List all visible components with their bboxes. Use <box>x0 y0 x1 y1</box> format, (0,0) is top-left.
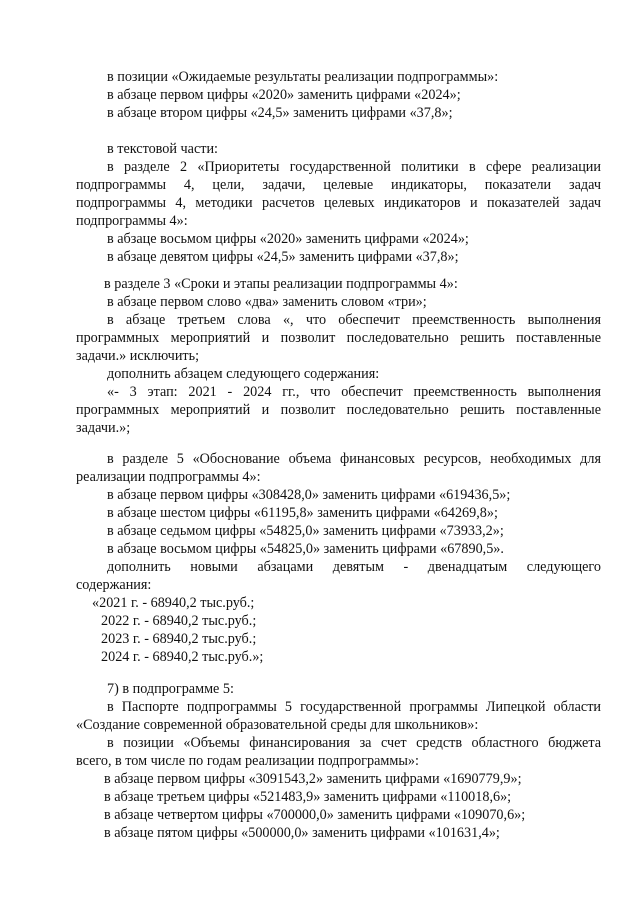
text-line: 7) в подпрограмме 5: <box>107 681 234 697</box>
text-line: подпрограммы 4, цели, задачи, целевые индикаторы, показатели задач <box>76 177 601 193</box>
text-line: дополнить новыми абзацами девятым - двенадцатым следующего <box>107 559 601 575</box>
text-line: 2024 г. - 68940,2 тыс.руб.»; <box>101 649 264 665</box>
text-line: программных мероприятий и позволит последовательно решить поставленные <box>76 402 601 418</box>
text-line: задачи.»; <box>76 420 131 436</box>
text-line: программных мероприятий и позволит последовательно решить поставленные <box>76 330 601 346</box>
text-line: в текстовой части: <box>107 141 218 157</box>
text-line: подпрограммы 4, методики расчетов целевых индикаторов и показателей задач <box>76 195 601 211</box>
text-line: всего, в том числе по годам реализации подпрограммы»: <box>76 753 419 769</box>
text-line: дополнить абзацем следующего содержания: <box>107 366 380 382</box>
text-line: в абзаце втором цифры «24,5» заменить цифрами «37,8»; <box>107 105 453 121</box>
text-line: в абзаце третьем цифры «521483,9» заменить цифрами «110018,6»; <box>104 789 512 805</box>
text-line: в разделе 2 «Приоритеты государственной политики в сфере реализации <box>107 159 601 175</box>
text-line: «2021 г. - 68940,2 тыс.руб.; <box>92 595 255 611</box>
text-line: в абзаце первом цифры «2020» заменить цифрами «2024»; <box>107 87 461 103</box>
text-line: в абзаце восьмом цифры «2020» заменить цифрами «2024»; <box>107 231 469 247</box>
text-line: в абзаце третьем слова «, что обеспечит преемственность выполнения <box>107 312 601 328</box>
text-line: реализации подпрограммы 4»: <box>76 469 261 485</box>
text-line: в Паспорте подпрограммы 5 государственной программы Липецкой области <box>107 699 601 715</box>
text-line: в позиции «Объемы финансирования за счет средств областного бюджета <box>107 735 601 751</box>
text-line: в абзаце восьмом цифры «54825,0» заменить цифрами «67890,5». <box>107 541 504 557</box>
text-line: в позиции «Ожидаемые результаты реализации подпрограммы»: <box>107 69 499 85</box>
text-line: содержания: <box>76 577 152 593</box>
text-line: в абзаце четвертом цифры «700000,0» заменить цифрами «109070,6»; <box>104 807 526 823</box>
text-line: «- 3 этап: 2021 - 2024 гг., что обеспечит преемственность выполнения <box>107 384 601 400</box>
text-line: в разделе 5 «Обоснование объема финансовых ресурсов, необходимых для <box>107 451 601 467</box>
text-line: 2022 г. - 68940,2 тыс.руб.; <box>101 613 257 629</box>
text-line: «Создание современной образовательной среды для школьников»: <box>76 717 479 733</box>
text-line: в разделе 3 «Сроки и этапы реализации подпрограммы 4»: <box>104 276 458 292</box>
text-line: в абзаце девятом цифры «24,5» заменить цифрами «37,8»; <box>107 249 459 265</box>
text-line: в абзаце первом слово «два» заменить словом «три»; <box>107 294 427 310</box>
text-line: задачи.» исключить; <box>76 348 200 364</box>
text-line: в абзаце шестом цифры «61195,8» заменить цифрами «64269,8»; <box>107 505 498 521</box>
text-line: подпрограммы 4»: <box>76 213 188 229</box>
text-line: в абзаце первом цифры «3091543,2» заменить цифрами «1690779,9»; <box>104 771 522 787</box>
text-line: в абзаце первом цифры «308428,0» заменить цифрами «619436,5»; <box>107 487 511 503</box>
text-line: 2023 г. - 68940,2 тыс.руб.; <box>101 631 257 647</box>
text-line: в абзаце седьмом цифры «54825,0» заменить цифрами «73933,2»; <box>107 523 504 539</box>
text-line: в абзаце пятом цифры «500000,0» заменить цифрами «101631,4»; <box>104 825 500 841</box>
